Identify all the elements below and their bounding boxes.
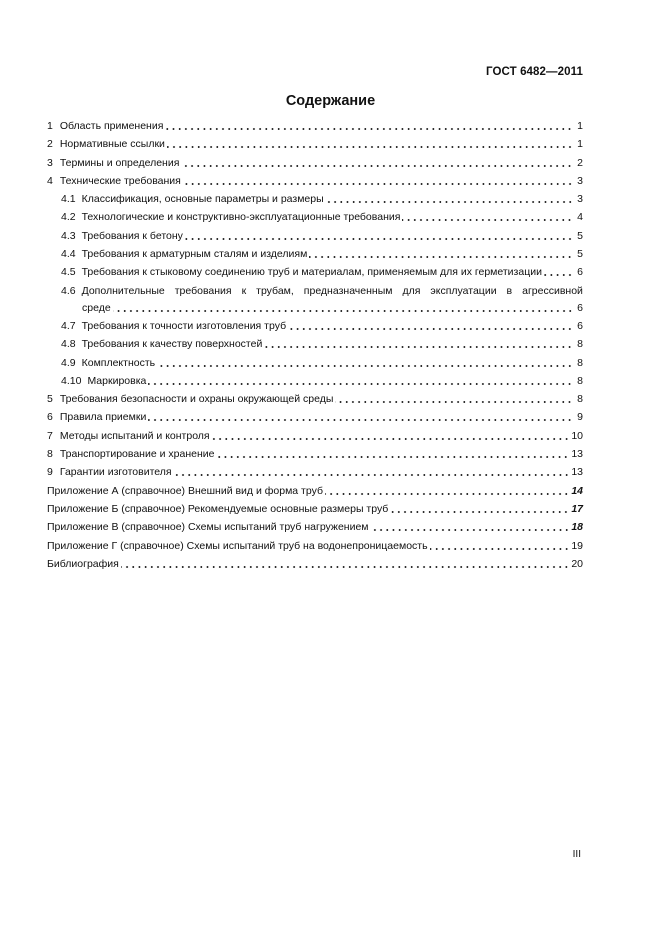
dot-leader [288, 327, 573, 331]
toc-entry-number: 4.9 [61, 356, 76, 369]
toc-entry-number: 6 [47, 411, 53, 424]
toc-entry-word: эксплуатации [430, 284, 497, 297]
toc-entry-word: агрессивной [522, 284, 583, 297]
toc-entry[interactable] [47, 411, 583, 424]
dot-leader [148, 418, 573, 422]
dot-leader [181, 164, 573, 168]
toc-entry-page: 5 [577, 229, 583, 242]
toc-entry[interactable] [47, 357, 583, 370]
toc-entry-label: Требования безопасности и охраны окружающей среды [59, 393, 334, 406]
toc-entry-page: 13 [571, 466, 583, 479]
toc-entry-label: Требования к бетону [81, 229, 183, 242]
dot-leader [544, 273, 573, 277]
toc-entry-label [82, 285, 583, 298]
standard-number: ГОСТ 6482—2011 [486, 66, 583, 78]
toc-entry-number: 7 [47, 429, 53, 442]
dot-leader [165, 127, 573, 131]
toc-entry-page: 8 [577, 338, 583, 351]
toc-entry-page: 1 [577, 138, 583, 151]
dot-leader [371, 528, 570, 532]
toc-entry-label: Маркировка [87, 374, 147, 387]
toc-entry-page: 8 [577, 356, 583, 369]
toc-entry-page: 14 [571, 484, 583, 497]
toc-entry-number: 4.5 [61, 266, 76, 279]
toc-entry-page: 19 [571, 539, 583, 552]
dot-leader [335, 400, 573, 404]
toc-entry-number: 5 [47, 393, 53, 406]
toc-entry-page: 9 [577, 411, 583, 424]
dot-leader [325, 492, 569, 496]
toc-entry[interactable] [47, 120, 583, 133]
toc-entry-label: Комплектность [81, 356, 156, 369]
toc-entry-page: 4 [577, 211, 583, 224]
toc-entry-label: Нормативные ссылки [59, 138, 165, 151]
dot-leader [212, 437, 570, 441]
toc-entry[interactable] [47, 338, 583, 351]
toc-entry-label: Приложение Б (справочное) Рекомендуемые основные размеры труб [47, 502, 389, 515]
toc-entry-page: 2 [577, 156, 583, 169]
toc-entry-number: 4.1 [61, 193, 76, 206]
toc-entry[interactable] [47, 503, 583, 516]
toc-entry-number: 4.3 [61, 229, 76, 242]
toc-entry-label: Приложение В (справочное) Схемы испытаний труб нагружением [47, 521, 369, 534]
dot-leader [309, 255, 573, 259]
toc-entry[interactable] [47, 540, 583, 553]
toc-entry[interactable] [47, 193, 583, 206]
toc-entry-page: 6 [577, 301, 583, 314]
toc-entry-number: 4.6 [61, 284, 76, 297]
toc-entry-label: Требования к арматурным сталям и изделиям [81, 248, 308, 261]
toc-entry-page: 20 [571, 557, 583, 570]
toc-entry-label: Технологические и конструктивно-эксплуатационные требования [81, 211, 401, 224]
toc-entry-label-cont: среде [82, 301, 111, 314]
toc-entry-page: 6 [577, 266, 583, 279]
page-title: Содержание [285, 93, 376, 109]
toc-entry-number: 3 [47, 156, 53, 169]
toc-entry-label: Приложение А (справочное) Внешний вид и форма труб [47, 484, 323, 497]
toc-entry-label: Требования к точности изготовления труб [81, 319, 287, 332]
dot-leader [113, 309, 573, 313]
toc-entry-number: 4.4 [61, 248, 76, 261]
toc-entry-page: 6 [577, 319, 583, 332]
toc-entry-label: Технические требования [59, 174, 181, 187]
toc-entry-page: 18 [571, 521, 583, 534]
toc-entry-label: Приложение Г (справочное) Схемы испытаний труб на водонепроницаемость [47, 539, 428, 552]
dot-leader [264, 345, 573, 349]
toc-entry-number: 4 [47, 174, 53, 187]
toc-entry-page: 10 [571, 429, 583, 442]
toc-entry-label: Библиография [47, 557, 119, 570]
dot-leader [174, 473, 570, 477]
toc-entry[interactable] [47, 375, 583, 388]
toc-entry[interactable] [47, 430, 583, 443]
toc-entry-number: 9 [47, 466, 53, 479]
toc-entry-word: для [402, 284, 421, 297]
table-of-contents [47, 120, 583, 576]
dot-leader [157, 364, 573, 368]
toc-entry[interactable] [47, 558, 583, 571]
toc-entry-page: 3 [577, 193, 583, 206]
toc-entry-label: Транспортирование и хранение [59, 448, 215, 461]
toc-entry[interactable] [47, 448, 583, 461]
toc-entry-label: Требования к стыковому соединению труб и материалам, применяемым для их герметизации [81, 266, 542, 279]
toc-entry-number: 4.8 [61, 338, 76, 351]
toc-entry-number: 1 [47, 120, 53, 132]
toc-entry-number: 4.2 [61, 211, 76, 224]
toc-entry-label: Термины и определения [59, 156, 180, 169]
toc-entry-page: 8 [577, 393, 583, 406]
toc-entry-label: Классификация, основные параметры и размеры [81, 193, 324, 206]
toc-entry[interactable] [47, 393, 583, 406]
toc-entry[interactable] [47, 466, 583, 479]
toc-entry-word: в [506, 284, 513, 297]
dot-leader [216, 455, 569, 459]
page-number-footer: III [572, 849, 581, 860]
toc-entry-label: Область применения [59, 120, 164, 132]
dot-leader [148, 382, 573, 386]
toc-entry-page: 1 [577, 120, 583, 132]
toc-entry-word: требования [174, 284, 232, 297]
toc-entry-word: трубам, [256, 284, 294, 297]
toc-entry-word: к [241, 284, 247, 297]
toc-entry-number: 4.10 [61, 374, 82, 387]
toc-entry-number: 4.7 [61, 319, 76, 332]
toc-entry-label: Требования к качеству поверхностей [81, 338, 263, 351]
toc-entry-label: Правила приемки [59, 411, 147, 424]
toc-entry-label: Методы испытаний и контроля [59, 429, 210, 442]
toc-entry-word: предназначенным [303, 284, 393, 297]
dot-leader [121, 565, 569, 569]
toc-entry-word: Дополнительные [81, 284, 165, 297]
dot-leader [390, 510, 569, 514]
toc-entry[interactable] [47, 320, 583, 333]
toc-entry[interactable] [47, 485, 583, 498]
toc-entry[interactable] [47, 138, 583, 151]
toc-entry[interactable] [47, 521, 583, 534]
toc-entry-page: 17 [571, 502, 583, 515]
toc-entry[interactable] [47, 211, 583, 224]
toc-entry-number: 8 [47, 448, 53, 461]
dot-leader [185, 237, 573, 241]
toc-entry-page: 5 [577, 248, 583, 261]
toc-entry-label: Гарантии изготовителя [59, 466, 172, 479]
toc-entry[interactable] [47, 285, 583, 315]
toc-entry[interactable] [47, 175, 583, 188]
dot-leader [326, 200, 573, 204]
toc-entry-page: 13 [571, 448, 583, 461]
toc-entry[interactable] [47, 157, 583, 170]
dot-leader [167, 145, 573, 149]
toc-entry-number: 2 [47, 138, 53, 151]
toc-entry-page: 8 [577, 374, 583, 387]
toc-entry-page: 3 [577, 174, 583, 187]
toc-entry[interactable] [47, 266, 583, 279]
toc-entry[interactable] [47, 230, 583, 243]
toc-entry[interactable] [47, 248, 583, 261]
dot-leader [430, 547, 570, 551]
dot-leader [402, 218, 573, 222]
dot-leader [183, 182, 573, 186]
